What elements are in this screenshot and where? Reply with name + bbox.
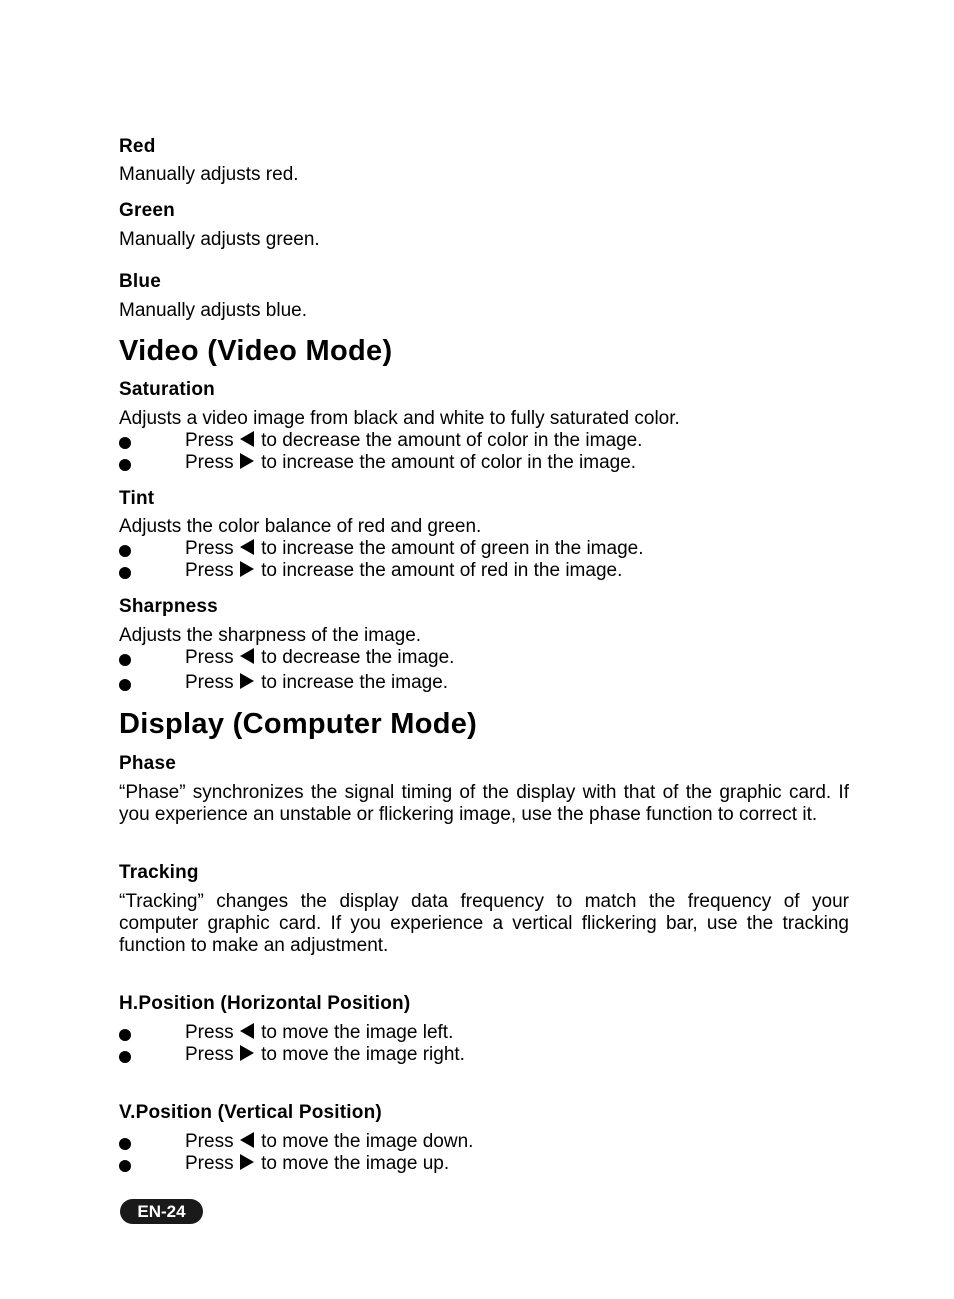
v-position-heading: V.Position (Vertical Position) xyxy=(119,1102,382,1123)
bullet-icon xyxy=(119,679,131,691)
blue-heading: Blue xyxy=(119,271,161,292)
bullet-icon xyxy=(119,459,131,471)
tint-description: Adjusts the color balance of red and green. xyxy=(119,516,482,537)
list-item: Press to move the image up. xyxy=(119,1153,849,1175)
sharpness-description: Adjusts the sharpness of the image. xyxy=(119,625,422,646)
list-item: Press to move the image down. xyxy=(119,1131,849,1153)
list-item: Press to move the image right. xyxy=(119,1044,849,1066)
left-arrow-icon xyxy=(240,1132,254,1148)
list-item: Press to increase the amount of red in the image. xyxy=(119,560,849,582)
bullet-icon xyxy=(119,567,131,579)
h-position-heading: H.Position (Horizontal Position) xyxy=(119,993,411,1014)
right-arrow-icon xyxy=(240,1154,254,1170)
bullet-icon xyxy=(119,1160,131,1172)
bullet-icon xyxy=(119,1029,131,1041)
left-arrow-icon xyxy=(240,539,254,555)
bullet-icon xyxy=(119,545,131,557)
saturation-description: Adjusts a video image from black and white to fully saturated color. xyxy=(119,408,680,429)
tint-bullets xyxy=(119,538,849,582)
saturation-heading: Saturation xyxy=(119,379,215,400)
bullet-icon xyxy=(119,1138,131,1150)
green-heading: Green xyxy=(119,200,175,221)
list-item: Press to increase the amount of color in the image. xyxy=(119,452,849,474)
right-arrow-icon xyxy=(240,453,254,469)
v-position-bullets xyxy=(119,1131,849,1175)
phase-heading: Phase xyxy=(119,753,176,774)
page-number-badge: EN-24 xyxy=(120,1199,203,1224)
saturation-bullets xyxy=(119,430,849,474)
blue-description: Manually adjusts blue. xyxy=(119,300,307,321)
display-section-title: Display (Computer Mode) xyxy=(119,708,478,740)
list-item: Press to increase the image. xyxy=(119,672,849,694)
right-arrow-icon xyxy=(240,561,254,577)
bullet-icon xyxy=(119,437,131,449)
phase-description: “Phase” synchronizes the signal timing of the display with that of the graphic card. If you experience an unstable or flickering image, use the phase function to correct it. xyxy=(119,782,849,825)
left-arrow-icon xyxy=(240,648,254,664)
sharpness-heading: Sharpness xyxy=(119,596,218,617)
tint-heading: Tint xyxy=(119,488,155,509)
tracking-description: “Tracking” changes the display data frequency to match the frequency of your computer graphic card. If you experience a vertical flickering bar, use the tracking function to make an adjustment. xyxy=(119,891,849,956)
manual-page-content xyxy=(119,136,849,1175)
bullet-icon xyxy=(119,1051,131,1063)
list-item: Press to decrease the amount of color in the image. xyxy=(119,430,849,452)
left-arrow-icon xyxy=(240,431,254,447)
bullet-icon xyxy=(119,654,131,666)
left-arrow-icon xyxy=(240,1023,254,1039)
sharpness-bullets xyxy=(119,647,849,694)
right-arrow-icon xyxy=(240,1045,254,1061)
h-position-bullets xyxy=(119,1022,849,1066)
green-description: Manually adjusts green. xyxy=(119,229,320,250)
tracking-heading: Tracking xyxy=(119,862,199,883)
video-section-title: Video (Video Mode) xyxy=(119,335,393,367)
list-item: Press to move the image left. xyxy=(119,1022,849,1044)
list-item: Press to decrease the image. xyxy=(119,647,849,669)
red-description: Manually adjusts red. xyxy=(119,164,299,185)
list-item: Press to increase the amount of green in the image. xyxy=(119,538,849,560)
red-heading: Red xyxy=(119,136,156,157)
right-arrow-icon xyxy=(240,673,254,689)
